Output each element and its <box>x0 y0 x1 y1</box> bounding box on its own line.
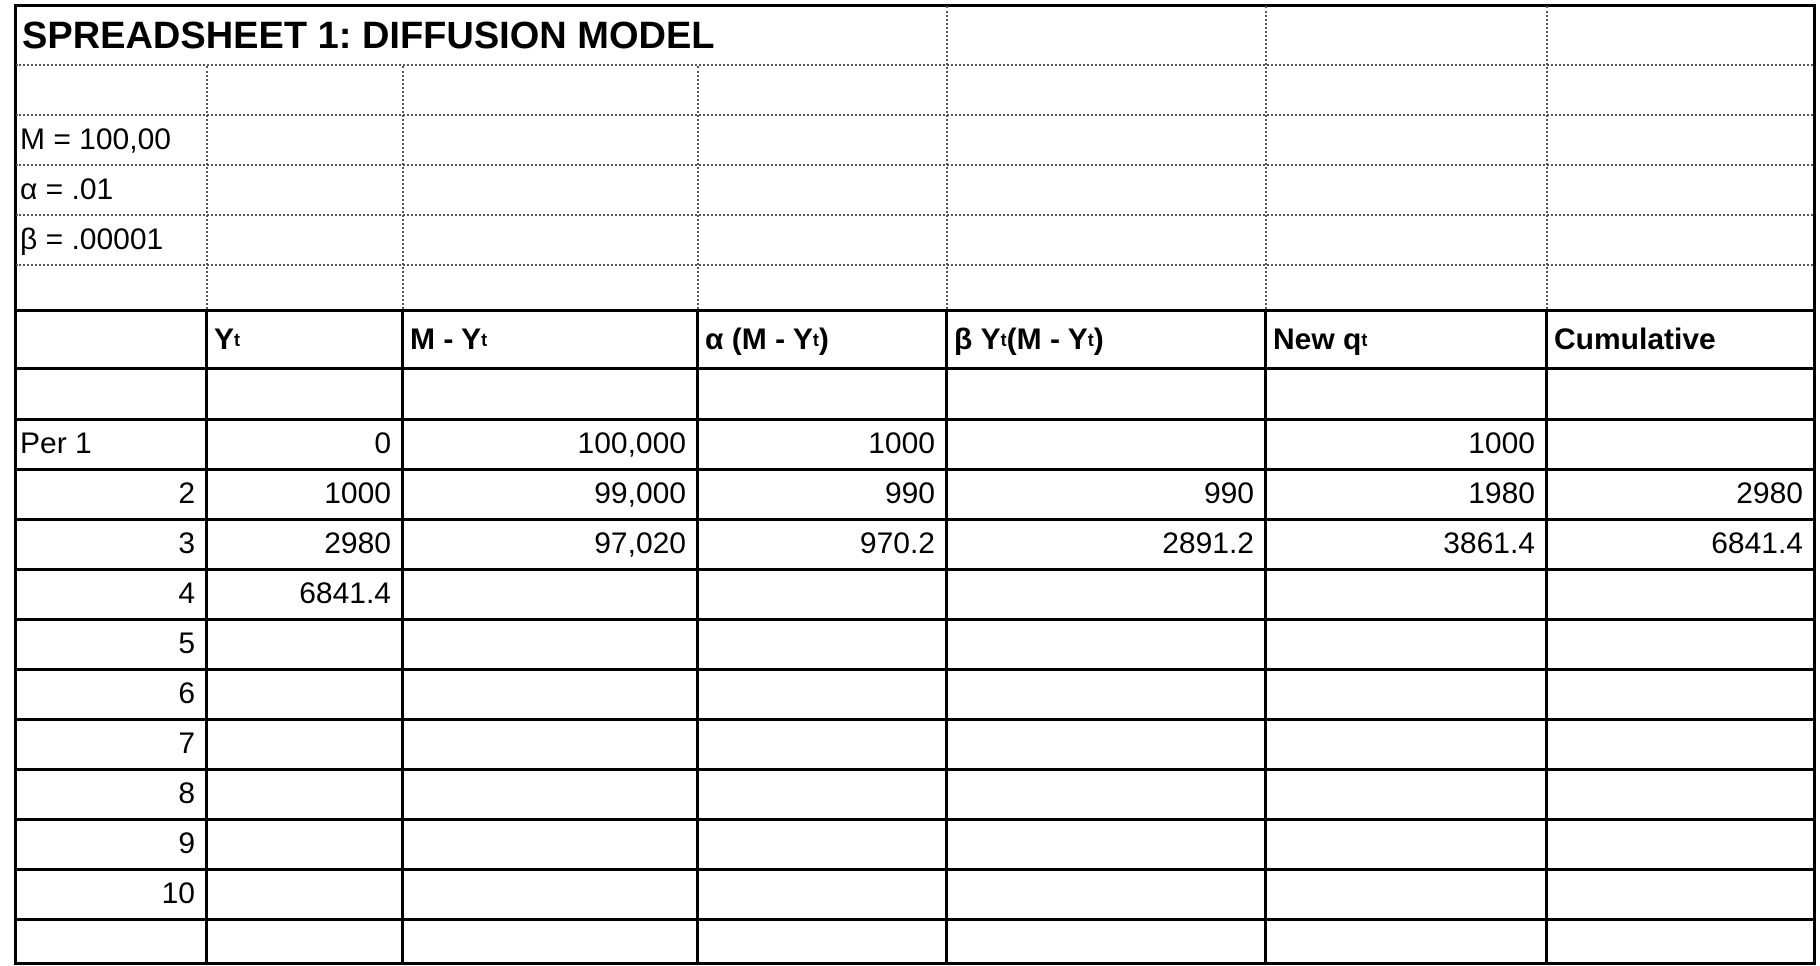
cell-yt[interactable] <box>208 720 401 768</box>
cell-period[interactable]: 2 <box>178 477 195 510</box>
grid-line <box>402 66 404 309</box>
cell-beta-term[interactable] <box>948 620 1264 668</box>
cell-yt[interactable]: 0 <box>374 427 391 460</box>
header-beta-term-main: β Y <box>954 322 1001 356</box>
cell-yt[interactable]: 6841.4 <box>299 577 391 610</box>
cell-yt[interactable] <box>208 620 401 668</box>
cell-new-qt[interactable]: 3861.4 <box>1443 527 1535 560</box>
cell-cumulative[interactable] <box>1548 870 1813 918</box>
cell-period[interactable]: 6 <box>178 677 195 710</box>
cell-alpha-term[interactable] <box>699 720 945 768</box>
cell-yt[interactable]: 1000 <box>324 477 391 510</box>
cell-m-minus-yt[interactable] <box>404 670 696 718</box>
cell-cumulative[interactable] <box>1548 820 1813 868</box>
cell-m-minus-yt[interactable]: 97,020 <box>594 527 686 560</box>
cell-alpha-term[interactable] <box>699 570 945 618</box>
header-yt[interactable]: Y t <box>214 322 241 356</box>
grid-line <box>16 164 1813 166</box>
cell-m-minus-yt[interactable]: 99,000 <box>594 477 686 510</box>
parameter-m[interactable]: M = 100,00 <box>20 123 171 156</box>
header-beta-term-mid: (M - Y <box>1006 322 1088 356</box>
cell-beta-term[interactable] <box>948 670 1264 718</box>
grid-line <box>16 64 1813 66</box>
cell-alpha-term[interactable] <box>699 870 945 918</box>
cell-cumulative[interactable]: 2980 <box>1736 477 1803 510</box>
cell-cumulative[interactable]: 6841.4 <box>1711 527 1803 560</box>
grid-line <box>16 114 1813 116</box>
cell-m-minus-yt[interactable] <box>404 620 696 668</box>
cell-m-minus-yt[interactable] <box>404 870 696 918</box>
cell-yt[interactable] <box>208 870 401 918</box>
cell-new-qt[interactable]: 1980 <box>1468 477 1535 510</box>
header-cumulative[interactable] <box>1550 312 1813 367</box>
header-alpha-term[interactable]: α (M - Y t ) <box>705 322 829 356</box>
cell-alpha-term[interactable]: 970.2 <box>859 527 935 560</box>
cell-m-minus-yt[interactable] <box>404 820 696 868</box>
cell-yt[interactable] <box>208 770 401 818</box>
cell-new-qt[interactable] <box>1267 620 1545 668</box>
cell-period[interactable]: 10 <box>161 877 195 910</box>
parameter-alpha[interactable]: α = .01 <box>20 173 114 206</box>
cell-new-qt[interactable] <box>1267 770 1545 818</box>
cell-beta-term[interactable]: 2891.2 <box>1162 527 1254 560</box>
cell-cumulative[interactable] <box>1548 770 1813 818</box>
cell-alpha-term[interactable] <box>699 770 945 818</box>
grid-line <box>1265 6 1267 309</box>
cell-alpha-term[interactable] <box>699 820 945 868</box>
cell-m-minus-yt[interactable] <box>404 770 696 818</box>
cell-new-qt[interactable] <box>1267 720 1545 768</box>
cell-alpha-term[interactable] <box>699 670 945 718</box>
cell-period[interactable]: 8 <box>178 777 195 810</box>
cell-m-minus-yt[interactable] <box>404 570 696 618</box>
cell-new-qt[interactable] <box>1267 870 1545 918</box>
cell-period[interactable]: 5 <box>178 627 195 660</box>
cell-new-qt[interactable] <box>1267 820 1545 868</box>
cell-m-minus-yt[interactable] <box>404 720 696 768</box>
cell-period[interactable]: 3 <box>178 527 195 560</box>
cell-alpha-term[interactable]: 1000 <box>868 427 935 460</box>
header-beta-term-tail: ) <box>1093 322 1104 356</box>
sheet-title: SPREADSHEET 1: DIFFUSION MODEL <box>22 15 715 57</box>
cell-new-qt[interactable]: 1000 <box>1468 427 1535 460</box>
cell-cumulative[interactable] <box>1548 570 1813 618</box>
cell-new-qt[interactable] <box>1267 570 1545 618</box>
cell-alpha-term[interactable]: 990 <box>884 477 935 510</box>
parameter-beta[interactable]: β = .00001 <box>20 223 164 256</box>
cell-period[interactable]: Per 1 <box>20 427 92 460</box>
header-cumulative-main: Cumulative <box>1554 322 1716 356</box>
grid-line <box>1546 6 1548 309</box>
header-new-qt[interactable]: New q t <box>1273 322 1368 356</box>
grid-line <box>697 66 699 309</box>
header-alpha-term-main: α (M - Y <box>705 322 813 356</box>
header-new-qt-main: New q <box>1273 322 1362 356</box>
cell-alpha-term[interactable] <box>699 620 945 668</box>
header-alpha-term-tail: ) <box>818 322 829 356</box>
cell-m-minus-yt[interactable]: 100,000 <box>577 427 686 460</box>
cell-beta-term[interactable] <box>948 570 1264 618</box>
cell-period[interactable]: 9 <box>178 827 195 860</box>
cell-beta-term[interactable]: 990 <box>1203 477 1254 510</box>
grid-line <box>946 6 948 309</box>
cell-period[interactable]: 7 <box>178 727 195 760</box>
cell-yt[interactable] <box>208 670 401 718</box>
cell-beta-term[interactable] <box>948 770 1264 818</box>
cell-cumulative[interactable] <box>1548 670 1813 718</box>
header-yt-main: Y <box>214 322 235 356</box>
cell-yt[interactable]: 2980 <box>324 527 391 560</box>
cell-cumulative[interactable] <box>1548 420 1813 468</box>
cell-cumulative[interactable] <box>1548 720 1813 768</box>
cell-new-qt[interactable] <box>1267 670 1545 718</box>
cell-beta-term[interactable] <box>948 870 1264 918</box>
grid-line <box>16 264 1813 266</box>
cell-beta-term[interactable] <box>948 820 1264 868</box>
cell-cumulative[interactable] <box>1548 620 1813 668</box>
header-beta-term[interactable]: β Y t (M - Y t ) <box>954 322 1104 356</box>
cell-beta-term[interactable] <box>948 720 1264 768</box>
header-m-minus-yt-main: M - Y <box>410 322 482 356</box>
cell-yt[interactable] <box>208 820 401 868</box>
grid-line <box>16 214 1813 216</box>
cell-period[interactable]: 4 <box>178 577 195 610</box>
header-m-minus-yt[interactable]: M - Y t <box>410 322 488 356</box>
cell-beta-term[interactable] <box>948 420 1264 468</box>
